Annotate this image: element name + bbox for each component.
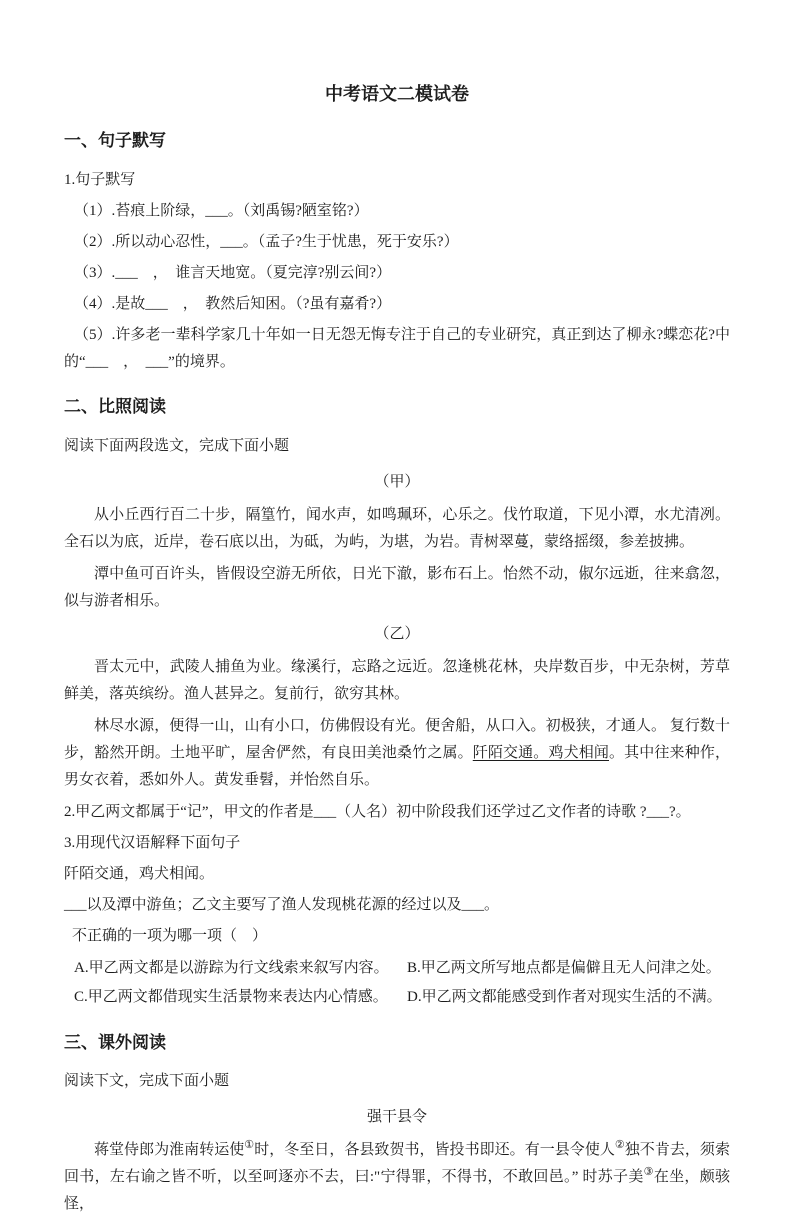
choice-options	[64, 954, 730, 1012]
section-3-heading: 三、课外阅读	[64, 1032, 166, 1052]
footnote-ref-3: ③	[643, 1166, 654, 1179]
passage-yi-paragraph-1: 晋太元中，武陵人捕鱼为业。缘溪行，忘路之远近。忽逢桃花林，央岸数百步，中无杂树，芳草鲜美，落英缤纷。渔人甚异之。复前行，欲穷其林。	[64, 658, 730, 702]
footnote-ref-1: ①	[244, 1139, 255, 1152]
passage-title: 强干县令	[366, 1109, 427, 1126]
document-title: 中考语文二模试卷	[325, 84, 469, 104]
question-5: 不正确的一项为哪一项（ ）	[72, 927, 268, 944]
passage-jia-label: （甲）	[374, 473, 420, 490]
dictation-item-5: （5）.许多老一辈科学家几十年如一日无怨无悔专注于自己的专业研究，真正到达了柳永?蝶恋花?中的“___ ， ___”的境界。	[64, 326, 730, 370]
passage-3-seg-4: 在坐，颇骇怪，	[64, 1169, 730, 1213]
passage-3-paragraph	[64, 1137, 730, 1218]
passage-yi-paragraph-2-end: 。其中往来种作，男女衣着，悉如外人。黄发垂髫，并怡然自乐。	[64, 744, 730, 788]
question-3: 3.用现代汉语解释下面句子	[64, 834, 241, 851]
section-2-heading: 二、比照阅读	[64, 396, 166, 416]
option-c: C.甲乙两文都借现实生活景物来表达内心情感。	[74, 988, 388, 1005]
option-b: B.甲乙两文所写地点都是偏僻且无人问津之处。	[407, 959, 721, 976]
passage-yi-label: （乙）	[374, 625, 420, 642]
question-3-sentence: 阡陌交通，鸡犬相闻。	[64, 865, 215, 882]
passage-yi-paragraph-2-start: 林尽水源，便得一山，山有小口，仿佛假设有光。便舍船，从口入。初极狭，才通人。 复行数十步，豁然开朗。土地平旷，屋舍俨然，有良田美池桑竹之属。	[64, 717, 730, 761]
question-2: 2.甲乙两文都属于“记”，甲文的作者是___（人名）初中阶段我们还学过乙文作者的诗歌 ?___?。	[64, 803, 691, 820]
question-4: ___以及潭中游鱼；乙文主要写了渔人发现桃花源的经过以及___。	[64, 896, 500, 913]
passage-jia-paragraph-1: 从小丘西行百二十步，隔篁竹，闻水声，如鸣珮环，心乐之。伐竹取道，下见小潭，水尤清冽。全石以为底，近岸，卷石底以出，为砥，为屿，为堪，为岩。青树翠蔓，蒙络摇缀，参差披拂。	[64, 506, 730, 550]
dictation-item-2: （2）.所以动心忍性，___。（孟子?生于忧患，死于安乐?）	[74, 233, 459, 250]
option-d: D.甲乙两文都能感受到作者对现实生活的不满。	[407, 988, 722, 1005]
passage-3-seg-3: 独不肯去，须索回书，左右谕之皆不听，以至呵逐亦不去，曰:"宁得罪，不得书，不敢回邑。” 时苏子美	[64, 1142, 730, 1186]
section-1-intro: 1.句子默写	[64, 171, 136, 188]
option-a: A.甲乙两文都是以游踪为行文线索来叙写内容。	[74, 959, 389, 976]
section-1-heading: 一、句子默写	[64, 131, 166, 151]
dictation-item-1: （1）.苔痕上阶绿，___。（刘禹锡?陋室铭?）	[74, 202, 369, 219]
footnote-ref-2: ②	[614, 1139, 625, 1152]
underlined-phrase: 阡陌交通。鸡犬相闻	[472, 744, 609, 761]
section-3-intro: 阅读下文，完成下面小题	[64, 1073, 230, 1090]
section-2-intro: 阅读下面两段选文，完成下面小题	[64, 437, 290, 454]
dictation-item-4: （4）.是故___ ， 教然后知困。（?虽有嘉肴?）	[74, 295, 392, 312]
passage-jia-paragraph-2: 潭中鱼可百许头，皆假设空游无所依，日光下澈，影布石上。怡然不动，俶尔远逝，往来翕忽，似与游者相乐。	[64, 565, 730, 609]
passage-3-seg-2: 时，冬至日，各县致贺书，皆投书即还。有一县令使人	[254, 1142, 615, 1159]
dictation-item-3: （3）.___ ， 谁言天地宽。（夏完淳?别云间?）	[74, 264, 392, 281]
passage-3-seg-1: 蒋堂侍郎为淮南转运使	[94, 1142, 245, 1159]
passage-yi-paragraph-2	[64, 713, 730, 794]
